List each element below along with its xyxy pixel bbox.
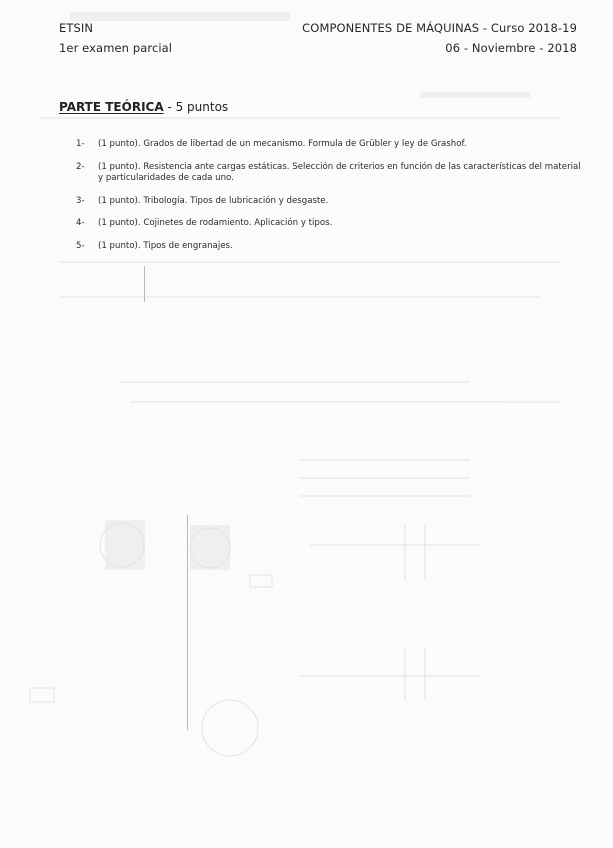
section-heading: [59, 100, 228, 114]
question-list: [76, 139, 581, 263]
question-item: [76, 139, 581, 151]
question-text: (1 punto). Tipos de engranajes.: [98, 240, 233, 251]
scan-line-center: [187, 515, 188, 730]
question-text: (1 punto). Resistencia ante cargas estáticas. Selección de criterios en función de las características del material y particularidades de cada uno.: [98, 161, 581, 183]
question-text: (1 punto). Cojinetes de rodamiento. Aplicación y tipos.: [98, 218, 333, 228]
question-item: [76, 241, 581, 253]
course-label: COMPONENTES DE MÁQUINAS - Curso 2018-19: [302, 21, 577, 35]
school-label: ETSIN: [59, 21, 94, 35]
scan-line-left: [144, 266, 145, 302]
question-number: 1-: [76, 139, 85, 149]
question-number: 5-: [76, 240, 85, 251]
question-text: (1 punto). Tribología. Tipos de lubricación y desgaste.: [98, 195, 329, 206]
question-number: 4-: [76, 218, 85, 228]
question-item: [76, 162, 581, 185]
question-number: 3-: [76, 195, 85, 206]
question-text: (1 punto). Grados de libertad de un mecanismo. Formula de Grübler y ley de Grashof.: [98, 139, 467, 149]
section-points: - 5 puntos: [163, 100, 229, 114]
question-item: [76, 196, 581, 208]
exam-date: 06 - Noviembre - 2018: [445, 41, 577, 55]
section-title: PARTE TEÓRICA: [59, 100, 164, 114]
question-number: 2-: [76, 161, 85, 172]
question-item: [76, 218, 581, 230]
exam-label: 1er examen parcial: [59, 41, 173, 55]
